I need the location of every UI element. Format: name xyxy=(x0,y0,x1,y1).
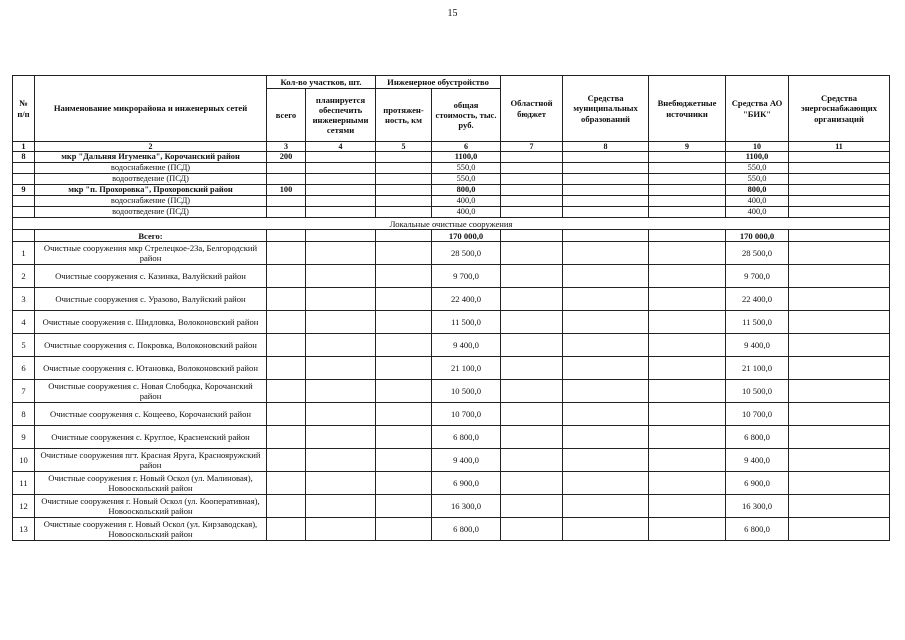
column-number: 8 xyxy=(563,142,649,152)
energy xyxy=(789,495,890,518)
header-infra-group: Инженерное обустройство xyxy=(376,76,501,89)
sites-total xyxy=(267,242,306,265)
municipal xyxy=(563,152,649,163)
regional xyxy=(501,403,563,426)
cost: 400,0 xyxy=(432,196,501,207)
column-number: 11 xyxy=(789,142,890,152)
facility-name: Очистные сооружения с. Кощеево, Корочанский район xyxy=(35,403,267,426)
extrabudget xyxy=(649,152,726,163)
energy xyxy=(789,230,890,242)
length xyxy=(376,242,432,265)
section-row xyxy=(13,218,890,230)
length xyxy=(376,472,432,495)
facility-row xyxy=(13,334,890,357)
facility-row xyxy=(13,518,890,541)
extrabudget xyxy=(649,242,726,265)
municipal xyxy=(563,357,649,380)
facility-name: Очистные сооружения с. Казинка, Валуйский район xyxy=(35,265,267,288)
bik: 800,0 xyxy=(726,185,789,196)
energy xyxy=(789,472,890,495)
network-row xyxy=(13,174,890,185)
municipal xyxy=(563,449,649,472)
cost: 10 500,0 xyxy=(432,380,501,403)
regional xyxy=(501,242,563,265)
sites-total xyxy=(267,357,306,380)
extrabudget xyxy=(649,230,726,242)
length xyxy=(376,152,432,163)
sites-total xyxy=(267,265,306,288)
regional xyxy=(501,449,563,472)
facility-row xyxy=(13,242,890,265)
sites-planned xyxy=(306,403,376,426)
sites-total xyxy=(267,207,306,218)
sites-planned xyxy=(306,495,376,518)
sites-total xyxy=(267,518,306,541)
length xyxy=(376,495,432,518)
regional xyxy=(501,265,563,288)
facility-name: Очистные сооружения с. Шидловка, Волоконовский район xyxy=(35,311,267,334)
sites-planned xyxy=(306,152,376,163)
sites-planned xyxy=(306,334,376,357)
sites-planned xyxy=(306,163,376,174)
energy xyxy=(789,207,890,218)
facility-row xyxy=(13,288,890,311)
column-number-row xyxy=(13,142,890,152)
cost: 170 000,0 xyxy=(432,230,501,242)
facility-name: Очистные сооружения с. Уразово, Валуйский район xyxy=(35,288,267,311)
sites-planned xyxy=(306,230,376,242)
facility-name: Очистные сооружения с. Круглое, Красненский район xyxy=(35,426,267,449)
sites-planned xyxy=(306,449,376,472)
sites-planned xyxy=(306,196,376,207)
length xyxy=(376,426,432,449)
sites-planned xyxy=(306,357,376,380)
bik: 550,0 xyxy=(726,174,789,185)
column-number: 1 xyxy=(13,142,35,152)
header-length: протяжен-ность, км xyxy=(376,89,432,142)
regional xyxy=(501,152,563,163)
row-num: 7 xyxy=(13,380,35,403)
regional xyxy=(501,288,563,311)
column-number: 6 xyxy=(432,142,501,152)
extrabudget xyxy=(649,288,726,311)
sites-planned xyxy=(306,380,376,403)
facility-row xyxy=(13,311,890,334)
bik: 6 900,0 xyxy=(726,472,789,495)
extrabudget xyxy=(649,196,726,207)
bik: 11 500,0 xyxy=(726,311,789,334)
extrabudget xyxy=(649,495,726,518)
municipal xyxy=(563,207,649,218)
regional xyxy=(501,163,563,174)
header-regional: Областной бюджет xyxy=(501,76,563,142)
sites-total xyxy=(267,403,306,426)
section-title: Локальные очистные сооружения xyxy=(13,218,890,230)
column-number: 9 xyxy=(649,142,726,152)
length xyxy=(376,265,432,288)
extrabudget xyxy=(649,426,726,449)
row-name: водоотведение (ПСД) xyxy=(35,207,267,218)
bik: 1100,0 xyxy=(726,152,789,163)
row-num: 5 xyxy=(13,334,35,357)
row-num: 3 xyxy=(13,288,35,311)
length xyxy=(376,207,432,218)
facility-row xyxy=(13,380,890,403)
energy xyxy=(789,196,890,207)
microdistrict-row xyxy=(13,185,890,196)
header-extrabudget: Внебюджетные источники xyxy=(649,76,726,142)
regional xyxy=(501,518,563,541)
municipal xyxy=(563,174,649,185)
row-num: 12 xyxy=(13,495,35,518)
regional xyxy=(501,426,563,449)
table-body xyxy=(13,142,890,541)
row-num xyxy=(13,230,35,242)
extrabudget xyxy=(649,207,726,218)
row-num: 13 xyxy=(13,518,35,541)
header-sites-planned: планируется обеспечить инженерными сетями xyxy=(306,89,376,142)
length xyxy=(376,163,432,174)
column-number: 7 xyxy=(501,142,563,152)
regional xyxy=(501,230,563,242)
network-row xyxy=(13,207,890,218)
cost: 6 900,0 xyxy=(432,472,501,495)
facility-name: Очистные сооружения г. Новый Оскол (ул. Малиновая), Новооскольский район xyxy=(35,472,267,495)
extrabudget xyxy=(649,403,726,426)
municipal xyxy=(563,334,649,357)
header-cost: общая стоимость, тыс. руб. xyxy=(432,89,501,142)
length xyxy=(376,230,432,242)
sites-planned xyxy=(306,426,376,449)
length xyxy=(376,311,432,334)
extrabudget xyxy=(649,334,726,357)
municipal xyxy=(563,495,649,518)
energy xyxy=(789,288,890,311)
row-num: 11 xyxy=(13,472,35,495)
cost: 800,0 xyxy=(432,185,501,196)
length xyxy=(376,196,432,207)
regional xyxy=(501,472,563,495)
extrabudget xyxy=(649,380,726,403)
bik: 28 500,0 xyxy=(726,242,789,265)
bik: 400,0 xyxy=(726,196,789,207)
header-sites-group: Кол-во участков, шт. xyxy=(267,76,376,89)
sites-total: 100 xyxy=(267,185,306,196)
cost: 21 100,0 xyxy=(432,357,501,380)
header-bik: Средства АО "БИК" xyxy=(726,76,789,142)
sites-total xyxy=(267,426,306,449)
length xyxy=(376,185,432,196)
row-num: 9 xyxy=(13,426,35,449)
row-name: водоотведение (ПСД) xyxy=(35,174,267,185)
bik: 170 000,0 xyxy=(726,230,789,242)
regional xyxy=(501,357,563,380)
facility-name: Очистные сооружения мкр Стрелецкое-23а, Белгородский район xyxy=(35,242,267,265)
regional xyxy=(501,495,563,518)
cost: 550,0 xyxy=(432,174,501,185)
row-num xyxy=(13,207,35,218)
municipal xyxy=(563,380,649,403)
header-municipal: Средства муниципальных образований xyxy=(563,76,649,142)
bik: 10 500,0 xyxy=(726,380,789,403)
municipal xyxy=(563,426,649,449)
row-num: 8 xyxy=(13,403,35,426)
regional xyxy=(501,380,563,403)
regional xyxy=(501,185,563,196)
facility-row xyxy=(13,472,890,495)
bik: 9 400,0 xyxy=(726,334,789,357)
sites-total xyxy=(267,334,306,357)
row-name: мкр "п. Прохоровка", Прохоровский район xyxy=(35,185,267,196)
microdistrict-row xyxy=(13,152,890,163)
facility-name: Очистные сооружения с. Покровка, Волоконовский район xyxy=(35,334,267,357)
sites-total xyxy=(267,449,306,472)
cost: 11 500,0 xyxy=(432,311,501,334)
energy xyxy=(789,174,890,185)
length xyxy=(376,449,432,472)
column-number: 4 xyxy=(306,142,376,152)
row-name: водоснабжение (ПСД) xyxy=(35,196,267,207)
municipal xyxy=(563,472,649,495)
row-num: 9 xyxy=(13,185,35,196)
regional xyxy=(501,174,563,185)
energy xyxy=(789,449,890,472)
cost: 6 800,0 xyxy=(432,518,501,541)
row-num xyxy=(13,163,35,174)
cost: 6 800,0 xyxy=(432,426,501,449)
cost: 1100,0 xyxy=(432,152,501,163)
cost: 400,0 xyxy=(432,207,501,218)
energy xyxy=(789,518,890,541)
header-num: № п/п xyxy=(13,76,35,142)
energy xyxy=(789,334,890,357)
extrabudget xyxy=(649,357,726,380)
energy xyxy=(789,357,890,380)
facility-name: Очистные сооружения с. Новая Слободка, Корочанский район xyxy=(35,380,267,403)
sites-total: 200 xyxy=(267,152,306,163)
cost: 16 300,0 xyxy=(432,495,501,518)
sites-total xyxy=(267,495,306,518)
energy xyxy=(789,242,890,265)
row-name: мкр "Дальняя Игуменка", Корочанский район xyxy=(35,152,267,163)
page-number: 15 xyxy=(447,8,458,19)
facility-name: Очистные сооружения г. Новый Оскол (ул. Кирзаводская), Новооскольский район xyxy=(35,518,267,541)
energy xyxy=(789,152,890,163)
bik: 10 700,0 xyxy=(726,403,789,426)
column-number: 10 xyxy=(726,142,789,152)
bik: 9 700,0 xyxy=(726,265,789,288)
column-number: 2 xyxy=(35,142,267,152)
bik: 400,0 xyxy=(726,207,789,218)
municipal xyxy=(563,230,649,242)
bik: 21 100,0 xyxy=(726,357,789,380)
energy xyxy=(789,403,890,426)
facility-name: Очистные сооружения пгт. Красная Яруга, Краснояружский район xyxy=(35,449,267,472)
facility-row xyxy=(13,426,890,449)
municipal xyxy=(563,196,649,207)
network-row xyxy=(13,196,890,207)
energy xyxy=(789,185,890,196)
length xyxy=(376,518,432,541)
facility-row xyxy=(13,449,890,472)
length xyxy=(376,334,432,357)
regional xyxy=(501,334,563,357)
cost: 9 700,0 xyxy=(432,265,501,288)
facility-row xyxy=(13,495,890,518)
cost: 9 400,0 xyxy=(432,449,501,472)
cost: 22 400,0 xyxy=(432,288,501,311)
sites-planned xyxy=(306,207,376,218)
row-num: 4 xyxy=(13,311,35,334)
sites-total xyxy=(267,380,306,403)
bik: 6 800,0 xyxy=(726,518,789,541)
municipal xyxy=(563,265,649,288)
length xyxy=(376,288,432,311)
row-num: 2 xyxy=(13,265,35,288)
row-num: 6 xyxy=(13,357,35,380)
sites-planned xyxy=(306,265,376,288)
energy xyxy=(789,380,890,403)
facility-row xyxy=(13,403,890,426)
sites-total xyxy=(267,311,306,334)
extrabudget xyxy=(649,449,726,472)
row-name: водоснабжение (ПСД) xyxy=(35,163,267,174)
energy xyxy=(789,426,890,449)
sites-total xyxy=(267,230,306,242)
facility-row xyxy=(13,357,890,380)
facility-name: Очистные сооружения с. Ютановка, Волоконовский район xyxy=(35,357,267,380)
total-row xyxy=(13,230,890,242)
municipal xyxy=(563,242,649,265)
length xyxy=(376,403,432,426)
sites-total xyxy=(267,196,306,207)
row-num: 1 xyxy=(13,242,35,265)
municipal xyxy=(563,288,649,311)
facility-name: Очистные сооружения г. Новый Оскол (ул. Кооперативная), Новооскольский район xyxy=(35,495,267,518)
header-energy: Средства энергоснабжающих организаций xyxy=(789,76,890,142)
facility-row xyxy=(13,265,890,288)
column-number: 3 xyxy=(267,142,306,152)
bik: 550,0 xyxy=(726,163,789,174)
extrabudget xyxy=(649,163,726,174)
sites-total xyxy=(267,472,306,495)
column-number: 5 xyxy=(376,142,432,152)
sites-total xyxy=(267,174,306,185)
extrabudget xyxy=(649,472,726,495)
row-num: 8 xyxy=(13,152,35,163)
energy xyxy=(789,311,890,334)
extrabudget xyxy=(649,185,726,196)
header-sites-total: всего xyxy=(267,89,306,142)
extrabudget xyxy=(649,174,726,185)
sites-planned xyxy=(306,472,376,495)
regional xyxy=(501,311,563,334)
regional xyxy=(501,207,563,218)
extrabudget xyxy=(649,518,726,541)
sites-total xyxy=(267,288,306,311)
cost: 550,0 xyxy=(432,163,501,174)
sites-planned xyxy=(306,185,376,196)
length xyxy=(376,174,432,185)
municipal xyxy=(563,185,649,196)
bik: 6 800,0 xyxy=(726,426,789,449)
sites-planned xyxy=(306,518,376,541)
cost: 10 700,0 xyxy=(432,403,501,426)
length xyxy=(376,380,432,403)
bik: 16 300,0 xyxy=(726,495,789,518)
length xyxy=(376,357,432,380)
sites-total xyxy=(267,163,306,174)
municipal xyxy=(563,518,649,541)
header-name: Наименование микрорайона и инженерных сетей xyxy=(35,76,267,142)
row-num: 10 xyxy=(13,449,35,472)
bik: 22 400,0 xyxy=(726,288,789,311)
cost: 28 500,0 xyxy=(432,242,501,265)
energy xyxy=(789,265,890,288)
row-num xyxy=(13,196,35,207)
municipal xyxy=(563,403,649,426)
financing-table xyxy=(12,75,890,541)
cost: 9 400,0 xyxy=(432,334,501,357)
extrabudget xyxy=(649,311,726,334)
municipal xyxy=(563,311,649,334)
row-num xyxy=(13,174,35,185)
energy xyxy=(789,163,890,174)
sites-planned xyxy=(306,288,376,311)
total-label: Всего: xyxy=(35,230,267,242)
sites-planned xyxy=(306,174,376,185)
municipal xyxy=(563,163,649,174)
extrabudget xyxy=(649,265,726,288)
regional xyxy=(501,196,563,207)
network-row xyxy=(13,163,890,174)
bik: 9 400,0 xyxy=(726,449,789,472)
sites-planned xyxy=(306,242,376,265)
sites-planned xyxy=(306,311,376,334)
